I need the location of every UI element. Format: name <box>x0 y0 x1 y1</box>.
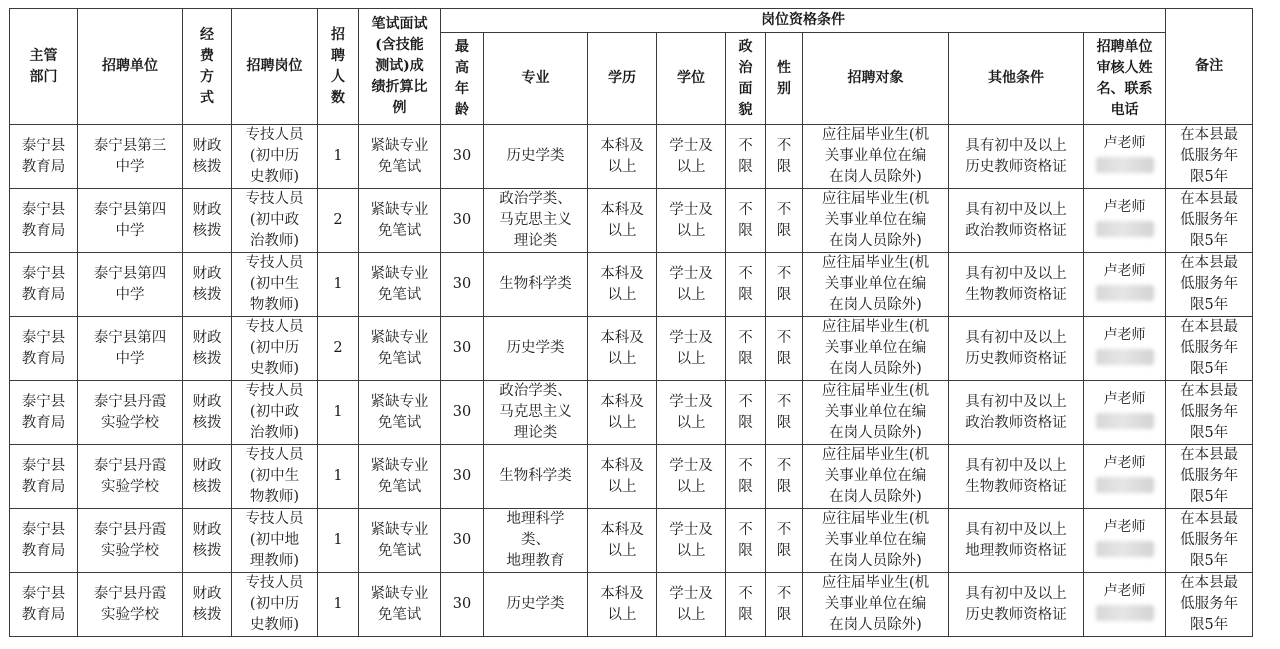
cell-department: 泰宁县 教育局 <box>10 445 78 509</box>
cell-unit: 泰宁县丹霞 实验学校 <box>78 573 183 637</box>
redacted-phone <box>1096 221 1154 237</box>
cell-contact <box>1084 189 1166 253</box>
cell-ratio: 紧缺专业 免笔试 <box>359 189 441 253</box>
cell-position: 专技人员 (初中政 治教师) <box>232 381 318 445</box>
cell-degree: 学士及 以上 <box>657 509 726 573</box>
cell-political: 不 限 <box>726 445 766 509</box>
cell-contact <box>1084 317 1166 381</box>
cell-other: 具有初中及以上 历史教师资格证 <box>949 317 1084 381</box>
cell-degree: 学士及 以上 <box>657 189 726 253</box>
cell-target: 应往届毕业生(机 关事业单位在编 在岗人员除外) <box>803 509 949 573</box>
redacted-phone <box>1096 541 1154 557</box>
cell-department: 泰宁县 教育局 <box>10 509 78 573</box>
table-row <box>10 317 1253 381</box>
cell-position: 专技人员 (初中政 治教师) <box>232 189 318 253</box>
cell-political: 不 限 <box>726 125 766 189</box>
cell-department: 泰宁县 教育局 <box>10 381 78 445</box>
cell-degree: 学士及 以上 <box>657 381 726 445</box>
cell-education: 本科及 以上 <box>588 317 657 381</box>
cell-department: 泰宁县 教育局 <box>10 189 78 253</box>
cell-education: 本科及 以上 <box>588 125 657 189</box>
table-row <box>10 253 1253 317</box>
cell-education: 本科及 以上 <box>588 253 657 317</box>
cell-gender: 不 限 <box>766 317 803 381</box>
cell-max-age: 30 <box>441 573 484 637</box>
cell-major: 政治学类、 马克思主义 理论类 <box>484 381 588 445</box>
cell-max-age: 30 <box>441 445 484 509</box>
cell-unit: 泰宁县丹霞 实验学校 <box>78 445 183 509</box>
table-body <box>10 125 1253 637</box>
cell-unit: 泰宁县第四 中学 <box>78 317 183 381</box>
cell-remarks: 在本县最 低服务年 限5年 <box>1166 445 1253 509</box>
cell-position: 专技人员 (初中生 物教师) <box>232 253 318 317</box>
header-count: 招 聘 人 数 <box>318 9 359 125</box>
cell-education: 本科及 以上 <box>588 573 657 637</box>
cell-target: 应往届毕业生(机 关事业单位在编 在岗人员除外) <box>803 253 949 317</box>
header-remarks: 备注 <box>1166 9 1253 125</box>
contact-name: 卢老师 <box>1103 199 1146 215</box>
cell-other: 具有初中及以上 生物教师资格证 <box>949 445 1084 509</box>
cell-department: 泰宁县 教育局 <box>10 317 78 381</box>
cell-funding: 财政 核拨 <box>183 189 232 253</box>
header-education: 学历 <box>588 33 657 125</box>
redacted-phone <box>1096 477 1154 493</box>
contact-name: 卢老师 <box>1103 583 1146 599</box>
cell-target: 应往届毕业生(机 关事业单位在编 在岗人员除外) <box>803 445 949 509</box>
cell-funding: 财政 核拨 <box>183 573 232 637</box>
cell-target: 应往届毕业生(机 关事业单位在编 在岗人员除外) <box>803 381 949 445</box>
cell-ratio: 紧缺专业 免笔试 <box>359 253 441 317</box>
cell-department: 泰宁县 教育局 <box>10 125 78 189</box>
cell-funding: 财政 核拨 <box>183 317 232 381</box>
table-row <box>10 445 1253 509</box>
cell-target: 应往届毕业生(机 关事业单位在编 在岗人员除外) <box>803 317 949 381</box>
cell-contact <box>1084 381 1166 445</box>
cell-education: 本科及 以上 <box>588 189 657 253</box>
cell-remarks: 在本县最 低服务年 限5年 <box>1166 509 1253 573</box>
cell-political: 不 限 <box>726 253 766 317</box>
cell-major: 历史学类 <box>484 125 588 189</box>
cell-political: 不 限 <box>726 573 766 637</box>
redacted-phone <box>1096 285 1154 301</box>
cell-ratio: 紧缺专业 免笔试 <box>359 509 441 573</box>
header-qualifications: 岗位资格条件 <box>441 9 1166 33</box>
cell-max-age: 30 <box>441 381 484 445</box>
cell-gender: 不 限 <box>766 445 803 509</box>
cell-max-age: 30 <box>441 189 484 253</box>
cell-count: 1 <box>318 573 359 637</box>
cell-ratio: 紧缺专业 免笔试 <box>359 445 441 509</box>
cell-gender: 不 限 <box>766 253 803 317</box>
cell-funding: 财政 核拨 <box>183 125 232 189</box>
cell-count: 1 <box>318 125 359 189</box>
cell-funding: 财政 核拨 <box>183 509 232 573</box>
cell-degree: 学士及 以上 <box>657 445 726 509</box>
cell-degree: 学士及 以上 <box>657 317 726 381</box>
table-row <box>10 573 1253 637</box>
cell-funding: 财政 核拨 <box>183 445 232 509</box>
header-department: 主管 部门 <box>10 9 78 125</box>
table-row <box>10 381 1253 445</box>
cell-major: 历史学类 <box>484 573 588 637</box>
cell-contact <box>1084 509 1166 573</box>
cell-funding: 财政 核拨 <box>183 253 232 317</box>
cell-position: 专技人员 (初中历 史教师) <box>232 573 318 637</box>
cell-political: 不 限 <box>726 317 766 381</box>
cell-major: 历史学类 <box>484 317 588 381</box>
cell-max-age: 30 <box>441 253 484 317</box>
cell-position: 专技人员 (初中生 物教师) <box>232 445 318 509</box>
cell-degree: 学士及 以上 <box>657 253 726 317</box>
cell-count: 2 <box>318 189 359 253</box>
header-unit: 招聘单位 <box>78 9 183 125</box>
cell-degree: 学士及 以上 <box>657 573 726 637</box>
header-contact: 招聘单位 审核人姓 名、联系 电话 <box>1084 33 1166 125</box>
cell-unit: 泰宁县丹霞 实验学校 <box>78 381 183 445</box>
cell-remarks: 在本县最 低服务年 限5年 <box>1166 317 1253 381</box>
contact-name: 卢老师 <box>1103 135 1146 151</box>
header-political: 政 治 面 貌 <box>726 33 766 125</box>
cell-education: 本科及 以上 <box>588 381 657 445</box>
cell-ratio: 紧缺专业 免笔试 <box>359 125 441 189</box>
cell-count: 1 <box>318 253 359 317</box>
cell-remarks: 在本县最 低服务年 限5年 <box>1166 381 1253 445</box>
table-header <box>10 9 1253 125</box>
cell-position: 专技人员 (初中历 史教师) <box>232 125 318 189</box>
cell-political: 不 限 <box>726 509 766 573</box>
cell-position: 专技人员 (初中历 史教师) <box>232 317 318 381</box>
cell-ratio: 紧缺专业 免笔试 <box>359 317 441 381</box>
cell-contact <box>1084 253 1166 317</box>
cell-max-age: 30 <box>441 317 484 381</box>
cell-other: 具有初中及以上 地理教师资格证 <box>949 509 1084 573</box>
cell-unit: 泰宁县丹霞 实验学校 <box>78 509 183 573</box>
cell-other: 具有初中及以上 政治教师资格证 <box>949 189 1084 253</box>
cell-other: 具有初中及以上 生物教师资格证 <box>949 253 1084 317</box>
header-funding: 经 费 方 式 <box>183 9 232 125</box>
cell-major: 地理科学 类、 地理教育 <box>484 509 588 573</box>
cell-max-age: 30 <box>441 509 484 573</box>
header-degree: 学位 <box>657 33 726 125</box>
cell-other: 具有初中及以上 历史教师资格证 <box>949 125 1084 189</box>
cell-gender: 不 限 <box>766 573 803 637</box>
header-major: 专业 <box>484 33 588 125</box>
cell-contact <box>1084 125 1166 189</box>
cell-education: 本科及 以上 <box>588 509 657 573</box>
contact-name: 卢老师 <box>1103 391 1146 407</box>
contact-name: 卢老师 <box>1103 327 1146 343</box>
cell-target: 应往届毕业生(机 关事业单位在编 在岗人员除外) <box>803 125 949 189</box>
cell-political: 不 限 <box>726 189 766 253</box>
cell-count: 2 <box>318 317 359 381</box>
cell-contact <box>1084 573 1166 637</box>
cell-education: 本科及 以上 <box>588 445 657 509</box>
cell-unit: 泰宁县第四 中学 <box>78 189 183 253</box>
cell-department: 泰宁县 教育局 <box>10 573 78 637</box>
cell-major: 生物科学类 <box>484 253 588 317</box>
cell-ratio: 紧缺专业 免笔试 <box>359 381 441 445</box>
contact-name: 卢老师 <box>1103 519 1146 535</box>
cell-funding: 财政 核拨 <box>183 381 232 445</box>
cell-political: 不 限 <box>726 381 766 445</box>
cell-gender: 不 限 <box>766 509 803 573</box>
table-row <box>10 125 1253 189</box>
cell-remarks: 在本县最 低服务年 限5年 <box>1166 189 1253 253</box>
recruitment-sheet <box>9 8 1252 631</box>
cell-other: 具有初中及以上 政治教师资格证 <box>949 381 1084 445</box>
cell-remarks: 在本县最 低服务年 限5年 <box>1166 125 1253 189</box>
header-other: 其他条件 <box>949 33 1084 125</box>
header-max-age: 最 高 年 龄 <box>441 33 484 125</box>
cell-target: 应往届毕业生(机 关事业单位在编 在岗人员除外) <box>803 573 949 637</box>
cell-major: 政治学类、 马克思主义 理论类 <box>484 189 588 253</box>
header-position: 招聘岗位 <box>232 9 318 125</box>
cell-count: 1 <box>318 509 359 573</box>
redacted-phone <box>1096 157 1154 173</box>
redacted-phone <box>1096 349 1154 365</box>
cell-unit: 泰宁县第四 中学 <box>78 253 183 317</box>
redacted-phone <box>1096 605 1154 621</box>
cell-degree: 学士及 以上 <box>657 125 726 189</box>
cell-count: 1 <box>318 381 359 445</box>
table-row <box>10 189 1253 253</box>
recruitment-table <box>9 8 1253 637</box>
contact-name: 卢老师 <box>1103 455 1146 471</box>
cell-count: 1 <box>318 445 359 509</box>
cell-remarks: 在本县最 低服务年 限5年 <box>1166 573 1253 637</box>
cell-contact <box>1084 445 1166 509</box>
cell-unit: 泰宁县第三 中学 <box>78 125 183 189</box>
cell-other: 具有初中及以上 历史教师资格证 <box>949 573 1084 637</box>
header-target: 招聘对象 <box>803 33 949 125</box>
cell-ratio: 紧缺专业 免笔试 <box>359 573 441 637</box>
cell-max-age: 30 <box>441 125 484 189</box>
cell-position: 专技人员 (初中地 理教师) <box>232 509 318 573</box>
cell-remarks: 在本县最 低服务年 限5年 <box>1166 253 1253 317</box>
cell-major: 生物科学类 <box>484 445 588 509</box>
cell-target: 应往届毕业生(机 关事业单位在编 在岗人员除外) <box>803 189 949 253</box>
redacted-phone <box>1096 413 1154 429</box>
cell-gender: 不 限 <box>766 189 803 253</box>
header-ratio: 笔试面试 (含技能 测试)成 绩折算比 例 <box>359 9 441 125</box>
contact-name: 卢老师 <box>1103 263 1146 279</box>
header-gender: 性 别 <box>766 33 803 125</box>
table-row <box>10 509 1253 573</box>
cell-gender: 不 限 <box>766 381 803 445</box>
cell-department: 泰宁县 教育局 <box>10 253 78 317</box>
cell-gender: 不 限 <box>766 125 803 189</box>
